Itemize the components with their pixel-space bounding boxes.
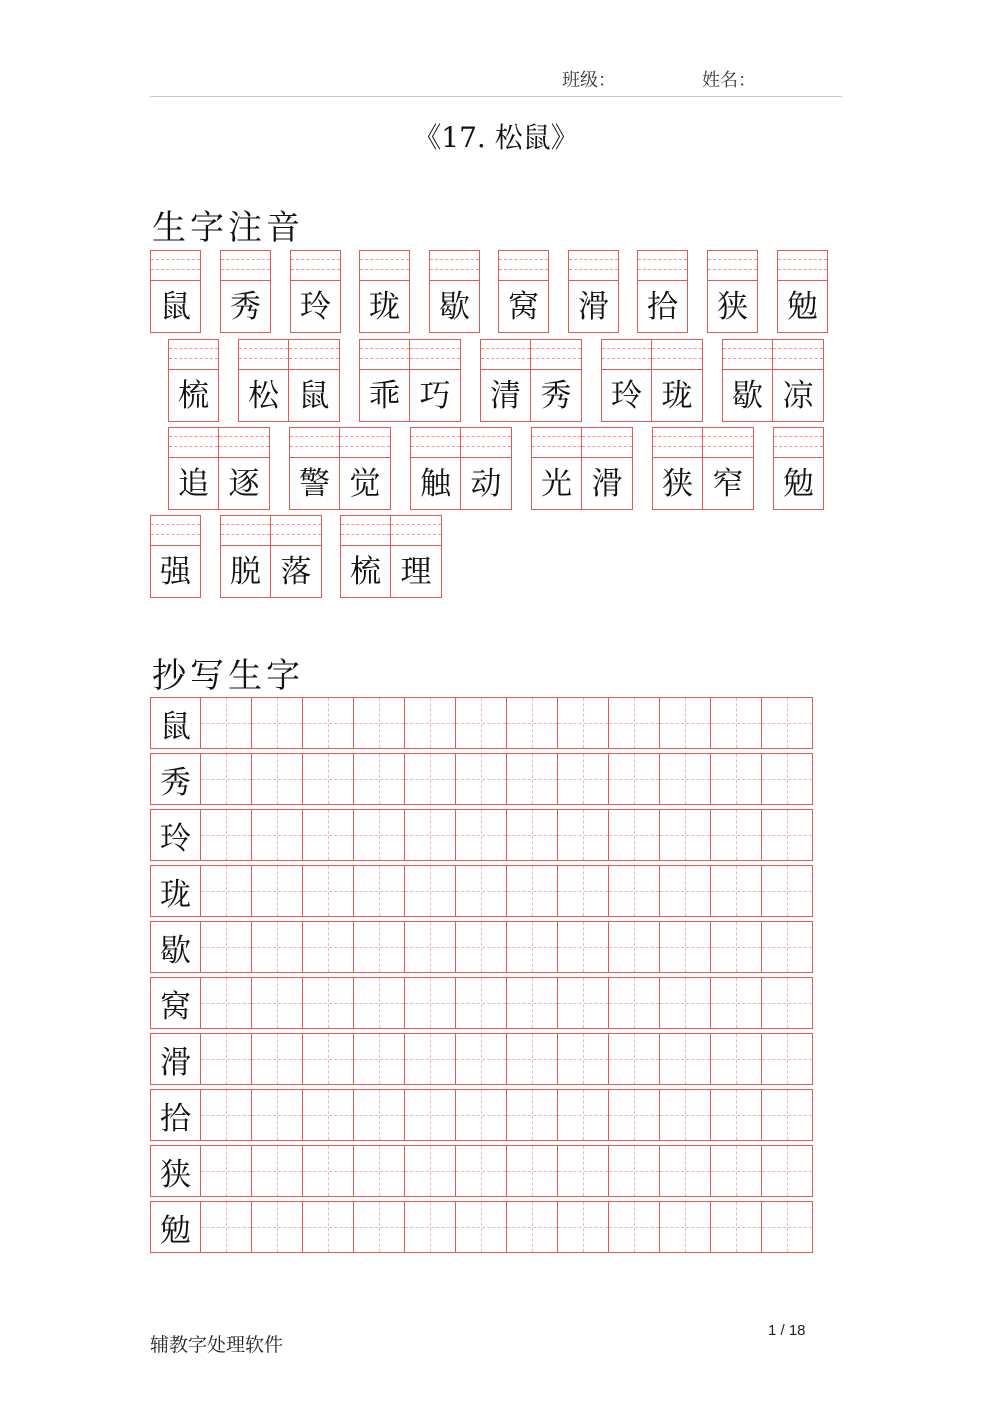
copy-row xyxy=(150,1145,818,1197)
model-char: 玲 xyxy=(150,809,201,861)
hanzi-char: 梳 xyxy=(350,554,381,590)
name-label: 姓名： xyxy=(702,70,756,91)
writing-cell[interactable] xyxy=(762,697,813,749)
page-number: 1 / 18 xyxy=(768,1322,806,1339)
model-char: 窝 xyxy=(150,977,201,1029)
writing-cell[interactable] xyxy=(354,977,405,1029)
hanzi-char: 秀 xyxy=(540,378,572,414)
writing-cell[interactable] xyxy=(507,921,558,973)
writing-cell[interactable] xyxy=(711,921,762,973)
writing-cell[interactable] xyxy=(405,1201,456,1253)
writing-cell[interactable] xyxy=(252,809,303,861)
word-box xyxy=(289,427,391,510)
hanzi-char: 狭 xyxy=(662,466,693,502)
page-title: 《17. 松鼠》 xyxy=(413,121,579,154)
word-box xyxy=(773,427,824,510)
single-char-box xyxy=(498,250,549,333)
hanzi-char: 乖 xyxy=(369,378,400,414)
writing-cell[interactable] xyxy=(405,753,456,805)
writing-cell[interactable] xyxy=(252,1145,303,1197)
writing-cell[interactable] xyxy=(711,1089,762,1141)
pinyin-writing-lines[interactable] xyxy=(221,251,270,281)
writing-cell[interactable] xyxy=(558,921,609,973)
pinyin-writing-lines[interactable] xyxy=(151,516,200,546)
header-divider xyxy=(150,96,842,97)
char-box xyxy=(722,339,773,422)
char-box xyxy=(582,427,633,510)
char-box xyxy=(220,515,271,598)
writing-cell[interactable] xyxy=(252,977,303,1029)
writing-cell[interactable] xyxy=(201,865,252,917)
char-box xyxy=(340,427,391,510)
writing-cell[interactable] xyxy=(711,1033,762,1085)
char-box xyxy=(219,427,270,510)
writing-cell[interactable] xyxy=(507,1089,558,1141)
writing-cell[interactable] xyxy=(456,1089,507,1141)
word-box xyxy=(168,339,219,422)
pinyin-writing-lines[interactable] xyxy=(774,428,823,458)
pinyin-writing-lines[interactable] xyxy=(708,251,757,281)
hanzi-char: 凉 xyxy=(782,378,814,414)
pinyin-writing-lines[interactable] xyxy=(461,428,511,458)
writing-cell[interactable] xyxy=(456,1033,507,1085)
writing-cell[interactable] xyxy=(201,977,252,1029)
word-box xyxy=(410,427,512,510)
writing-cell[interactable] xyxy=(303,1089,354,1141)
char-box xyxy=(289,427,340,510)
writing-cell[interactable] xyxy=(558,1201,609,1253)
writing-cell[interactable] xyxy=(711,1145,762,1197)
single-char-box xyxy=(220,250,271,333)
char-box xyxy=(340,515,391,598)
writing-cell[interactable] xyxy=(252,697,303,749)
single-char-box xyxy=(777,250,828,333)
char-box xyxy=(289,339,340,422)
writing-cell[interactable] xyxy=(303,921,354,973)
word-box xyxy=(531,427,633,510)
word-box xyxy=(168,427,270,510)
writing-cell[interactable] xyxy=(405,1089,456,1141)
hanzi-char: 勉 xyxy=(787,289,818,325)
word-box xyxy=(359,339,461,422)
writing-cell[interactable] xyxy=(201,809,252,861)
pinyin-writing-lines[interactable] xyxy=(653,428,702,458)
pinyin-writing-lines[interactable] xyxy=(723,340,772,370)
hanzi-char: 触 xyxy=(420,466,451,502)
char-box xyxy=(238,339,289,422)
char-box xyxy=(652,339,703,422)
char-box xyxy=(271,515,322,598)
writing-cell[interactable] xyxy=(507,1201,558,1253)
word-box xyxy=(150,515,201,598)
pinyin-writing-lines[interactable] xyxy=(391,516,441,546)
hanzi-char: 滑 xyxy=(578,289,609,325)
writing-cell[interactable] xyxy=(609,865,660,917)
model-char: 狭 xyxy=(150,1145,201,1197)
hanzi-char: 动 xyxy=(470,466,502,502)
writing-cell[interactable] xyxy=(252,753,303,805)
hanzi-char: 松 xyxy=(248,378,279,414)
word-box xyxy=(480,339,582,422)
writing-cell[interactable] xyxy=(762,1089,813,1141)
pinyin-writing-lines[interactable] xyxy=(360,251,409,281)
char-box xyxy=(168,339,219,422)
word-box xyxy=(601,339,703,422)
writing-cell[interactable] xyxy=(201,1089,252,1141)
writing-cell[interactable] xyxy=(558,697,609,749)
writing-cell[interactable] xyxy=(507,1145,558,1197)
model-char: 歇 xyxy=(150,921,201,973)
pinyin-writing-lines[interactable] xyxy=(499,251,548,281)
writing-cell[interactable] xyxy=(660,1033,711,1085)
pinyin-writing-lines[interactable] xyxy=(290,428,339,458)
writing-cell[interactable] xyxy=(405,921,456,973)
single-char-box xyxy=(568,250,619,333)
writing-cell[interactable] xyxy=(201,1201,252,1253)
writing-cell[interactable] xyxy=(609,1089,660,1141)
writing-cell[interactable] xyxy=(762,865,813,917)
pinyin-writing-lines[interactable] xyxy=(340,428,390,458)
writing-cell[interactable] xyxy=(252,1201,303,1253)
pinyin-writing-lines[interactable] xyxy=(169,428,218,458)
char-box xyxy=(410,339,461,422)
writing-cell[interactable] xyxy=(354,1089,405,1141)
pinyin-writing-lines[interactable] xyxy=(411,428,460,458)
writing-cell[interactable] xyxy=(456,1201,507,1253)
writing-cell[interactable] xyxy=(609,753,660,805)
hanzi-char: 窄 xyxy=(712,466,744,502)
writing-cell[interactable] xyxy=(711,1201,762,1253)
writing-cell[interactable] xyxy=(303,1145,354,1197)
char-box xyxy=(652,427,703,510)
pinyin-writing-lines[interactable] xyxy=(289,340,339,370)
model-char: 拾 xyxy=(150,1089,201,1141)
hanzi-char: 鼠 xyxy=(298,378,330,414)
section-title-pinyin: 生字注音 xyxy=(152,208,304,248)
writing-cell[interactable] xyxy=(609,977,660,1029)
writing-cell[interactable] xyxy=(405,1145,456,1197)
writing-cell[interactable] xyxy=(609,697,660,749)
writing-cell[interactable] xyxy=(711,697,762,749)
writing-cell[interactable] xyxy=(660,865,711,917)
writing-cell[interactable] xyxy=(201,1145,252,1197)
word-box xyxy=(340,515,442,598)
pinyin-writing-lines[interactable] xyxy=(291,251,340,281)
single-char-box xyxy=(150,250,201,333)
writing-cell[interactable] xyxy=(609,1201,660,1253)
writing-cell[interactable] xyxy=(507,753,558,805)
writing-cell[interactable] xyxy=(507,865,558,917)
model-char: 鼠 xyxy=(150,697,201,749)
pinyin-writing-lines[interactable] xyxy=(652,340,702,370)
hanzi-char: 梳 xyxy=(178,378,209,414)
copy-row xyxy=(150,921,818,973)
char-box xyxy=(707,250,758,333)
single-char-box xyxy=(637,250,688,333)
copy-row xyxy=(150,865,818,917)
hanzi-char: 强 xyxy=(160,554,191,590)
word-box xyxy=(652,427,754,510)
writing-cell[interactable] xyxy=(354,1033,405,1085)
pinyin-writing-lines[interactable] xyxy=(271,516,321,546)
writing-cell[interactable] xyxy=(711,753,762,805)
char-box xyxy=(150,250,201,333)
char-box xyxy=(601,339,652,422)
writing-cell[interactable] xyxy=(660,753,711,805)
writing-cell[interactable] xyxy=(252,1089,303,1141)
pinyin-writing-lines[interactable] xyxy=(169,340,218,370)
pinyin-writing-lines[interactable] xyxy=(773,340,823,370)
writing-cell[interactable] xyxy=(660,921,711,973)
writing-cell[interactable] xyxy=(303,977,354,1029)
writing-cell[interactable] xyxy=(303,697,354,749)
pinyin-writing-lines[interactable] xyxy=(531,340,581,370)
writing-cell[interactable] xyxy=(558,809,609,861)
writing-cell[interactable] xyxy=(711,865,762,917)
copy-row xyxy=(150,697,818,749)
model-char: 滑 xyxy=(150,1033,201,1085)
writing-cell[interactable] xyxy=(762,1145,813,1197)
pinyin-writing-lines[interactable] xyxy=(341,516,390,546)
writing-cell[interactable] xyxy=(660,809,711,861)
writing-cell[interactable] xyxy=(558,1145,609,1197)
char-box xyxy=(150,515,201,598)
char-box xyxy=(773,427,824,510)
char-box xyxy=(637,250,688,333)
hanzi-char: 滑 xyxy=(591,466,623,502)
writing-cell[interactable] xyxy=(354,865,405,917)
writing-cell[interactable] xyxy=(303,809,354,861)
hanzi-char: 追 xyxy=(178,466,209,502)
writing-cell[interactable] xyxy=(405,977,456,1029)
writing-cell[interactable] xyxy=(354,921,405,973)
pinyin-writing-lines[interactable] xyxy=(151,251,200,281)
writing-cell[interactable] xyxy=(456,865,507,917)
writing-cell[interactable] xyxy=(303,1201,354,1253)
writing-cell[interactable] xyxy=(762,809,813,861)
model-char: 秀 xyxy=(150,753,201,805)
writing-cell[interactable] xyxy=(303,753,354,805)
char-box xyxy=(461,427,512,510)
hanzi-char: 落 xyxy=(280,554,312,590)
model-char: 珑 xyxy=(150,865,201,917)
writing-cell[interactable] xyxy=(558,977,609,1029)
hanzi-char: 狭 xyxy=(717,289,748,325)
writing-cell[interactable] xyxy=(762,921,813,973)
writing-cell[interactable] xyxy=(354,809,405,861)
writing-cell[interactable] xyxy=(507,1033,558,1085)
char-box xyxy=(391,515,442,598)
writing-cell[interactable] xyxy=(405,697,456,749)
writing-cell[interactable] xyxy=(660,1145,711,1197)
writing-cell[interactable] xyxy=(201,1033,252,1085)
copy-row xyxy=(150,977,818,1029)
writing-cell[interactable] xyxy=(762,977,813,1029)
copy-row xyxy=(150,1201,818,1253)
char-box xyxy=(290,250,341,333)
copy-row xyxy=(150,753,818,805)
hanzi-char: 觉 xyxy=(349,466,381,502)
writing-cell[interactable] xyxy=(456,697,507,749)
writing-cell[interactable] xyxy=(456,921,507,973)
hanzi-char: 歇 xyxy=(439,289,470,325)
writing-cell[interactable] xyxy=(354,753,405,805)
char-box xyxy=(703,427,754,510)
hanzi-char: 玲 xyxy=(300,289,331,325)
footer-software-name: 辅教字处理软件 xyxy=(150,1334,284,1356)
char-box xyxy=(220,250,271,333)
hanzi-char: 逐 xyxy=(228,466,260,502)
writing-cell[interactable] xyxy=(711,809,762,861)
writing-cell[interactable] xyxy=(405,1033,456,1085)
pinyin-writing-lines[interactable] xyxy=(410,340,460,370)
writing-cell[interactable] xyxy=(405,809,456,861)
writing-cell[interactable] xyxy=(507,977,558,1029)
single-char-box xyxy=(707,250,758,333)
hanzi-char: 拾 xyxy=(647,289,678,325)
writing-cell[interactable] xyxy=(303,1033,354,1085)
hanzi-char: 勉 xyxy=(783,466,814,502)
writing-cell[interactable] xyxy=(303,865,354,917)
hanzi-char: 警 xyxy=(299,466,330,502)
char-box xyxy=(359,339,410,422)
char-box xyxy=(168,427,219,510)
single-char-box xyxy=(290,250,341,333)
writing-cell[interactable] xyxy=(252,865,303,917)
char-box xyxy=(410,427,461,510)
single-char-box xyxy=(429,250,480,333)
pinyin-writing-lines[interactable] xyxy=(778,251,827,281)
writing-cell[interactable] xyxy=(762,1201,813,1253)
pinyin-writing-lines[interactable] xyxy=(430,251,479,281)
writing-cell[interactable] xyxy=(354,1201,405,1253)
writing-cell[interactable] xyxy=(762,1033,813,1085)
model-char: 勉 xyxy=(150,1201,201,1253)
writing-cell[interactable] xyxy=(405,865,456,917)
writing-cell[interactable] xyxy=(507,697,558,749)
copy-row xyxy=(150,1033,818,1085)
pinyin-writing-lines[interactable] xyxy=(221,516,270,546)
pinyin-writing-lines[interactable] xyxy=(219,428,269,458)
writing-cell[interactable] xyxy=(609,1033,660,1085)
char-box xyxy=(568,250,619,333)
hanzi-char: 鼠 xyxy=(160,289,191,325)
writing-cell[interactable] xyxy=(201,753,252,805)
pinyin-writing-lines[interactable] xyxy=(569,251,618,281)
char-box xyxy=(773,339,824,422)
class-label: 班级： xyxy=(562,70,616,91)
hanzi-char: 理 xyxy=(400,554,432,590)
char-box xyxy=(359,250,410,333)
writing-cell[interactable] xyxy=(609,921,660,973)
pinyin-writing-lines[interactable] xyxy=(638,251,687,281)
copy-row xyxy=(150,809,818,861)
pinyin-writing-lines[interactable] xyxy=(703,428,753,458)
writing-cell[interactable] xyxy=(252,921,303,973)
writing-cell[interactable] xyxy=(201,697,252,749)
pinyin-writing-lines[interactable] xyxy=(602,340,651,370)
writing-cell[interactable] xyxy=(456,809,507,861)
writing-cell[interactable] xyxy=(354,1145,405,1197)
word-box xyxy=(722,339,824,422)
pinyin-writing-lines[interactable] xyxy=(239,340,288,370)
char-box xyxy=(777,250,828,333)
char-box xyxy=(531,427,582,510)
writing-cell[interactable] xyxy=(660,1201,711,1253)
pinyin-writing-lines[interactable] xyxy=(532,428,581,458)
section-title-copy: 抄写生字 xyxy=(152,656,304,696)
writing-cell[interactable] xyxy=(558,865,609,917)
hanzi-char: 歇 xyxy=(732,378,763,414)
pinyin-writing-lines[interactable] xyxy=(582,428,632,458)
copy-row xyxy=(150,1089,818,1141)
writing-cell[interactable] xyxy=(660,977,711,1029)
writing-cell[interactable] xyxy=(507,809,558,861)
char-box xyxy=(429,250,480,333)
hanzi-char: 玲 xyxy=(611,378,642,414)
hanzi-char: 秀 xyxy=(230,289,261,325)
writing-cell[interactable] xyxy=(252,1033,303,1085)
hanzi-char: 珑 xyxy=(661,378,693,414)
writing-cell[interactable] xyxy=(711,977,762,1029)
pinyin-writing-lines[interactable] xyxy=(360,340,409,370)
pinyin-writing-lines[interactable] xyxy=(481,340,530,370)
writing-cell[interactable] xyxy=(609,809,660,861)
writing-cell[interactable] xyxy=(456,1145,507,1197)
hanzi-char: 窝 xyxy=(508,289,539,325)
hanzi-char: 脱 xyxy=(230,554,261,590)
writing-cell[interactable] xyxy=(558,1089,609,1141)
single-char-box xyxy=(359,250,410,333)
writing-cell[interactable] xyxy=(558,753,609,805)
writing-cell[interactable] xyxy=(456,977,507,1029)
writing-cell[interactable] xyxy=(456,753,507,805)
hanzi-char: 光 xyxy=(541,466,572,502)
word-box xyxy=(238,339,340,422)
word-box xyxy=(220,515,322,598)
writing-cell[interactable] xyxy=(660,697,711,749)
char-box xyxy=(531,339,582,422)
writing-cell[interactable] xyxy=(609,1145,660,1197)
writing-cell[interactable] xyxy=(201,921,252,973)
hanzi-char: 清 xyxy=(490,378,521,414)
char-box xyxy=(498,250,549,333)
writing-cell[interactable] xyxy=(660,1089,711,1141)
writing-cell[interactable] xyxy=(354,697,405,749)
hanzi-char: 珑 xyxy=(369,289,400,325)
hanzi-char: 巧 xyxy=(419,378,451,414)
char-box xyxy=(480,339,531,422)
writing-cell[interactable] xyxy=(762,753,813,805)
writing-cell[interactable] xyxy=(558,1033,609,1085)
